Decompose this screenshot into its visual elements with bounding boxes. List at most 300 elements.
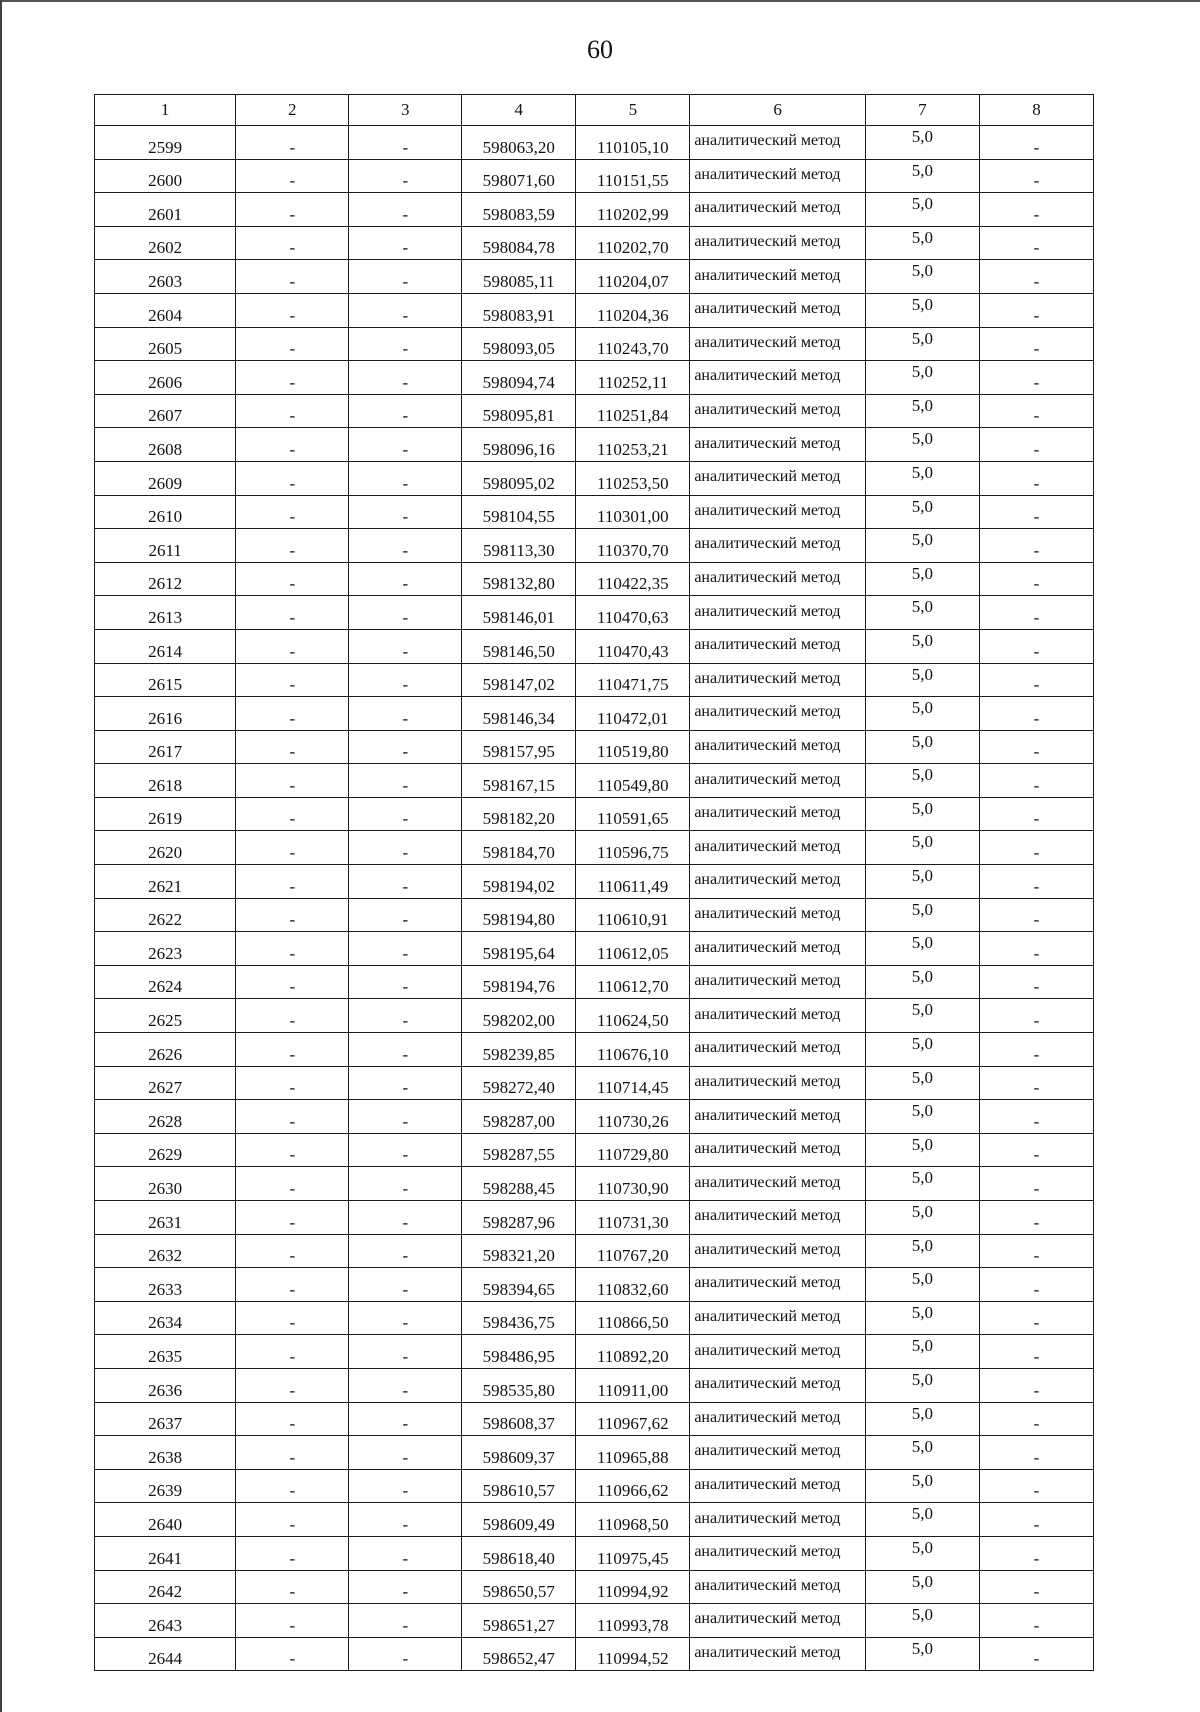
coord-y: 110301,00 xyxy=(576,495,690,529)
col8-value: - xyxy=(979,1536,1093,1570)
col8-value: - xyxy=(979,1301,1093,1335)
accuracy: 5,0 xyxy=(865,1234,979,1268)
coord-y: 110202,70 xyxy=(576,226,690,260)
point-number: 2622 xyxy=(95,898,236,932)
table-row xyxy=(95,159,1094,193)
col2-value: - xyxy=(236,1503,349,1537)
col3-value: - xyxy=(349,1503,462,1537)
coord-y: 110470,43 xyxy=(576,629,690,663)
column-header: 8 xyxy=(979,95,1093,126)
col2-value: - xyxy=(236,1368,349,1402)
accuracy: 5,0 xyxy=(865,495,979,529)
coord-x: 598095,02 xyxy=(462,461,576,495)
coord-x: 598184,70 xyxy=(462,831,576,865)
col2-value: - xyxy=(236,1402,349,1436)
table-row xyxy=(95,1436,1094,1470)
col3-value: - xyxy=(349,932,462,966)
coord-x: 598609,37 xyxy=(462,1436,576,1470)
point-number: 2635 xyxy=(95,1335,236,1369)
method: аналитический метод xyxy=(690,663,866,697)
col2-value: - xyxy=(236,1066,349,1100)
method: аналитический метод xyxy=(690,1503,866,1537)
col3-value: - xyxy=(349,596,462,630)
accuracy: 5,0 xyxy=(865,226,979,260)
col2-value: - xyxy=(236,730,349,764)
col3-value: - xyxy=(349,193,462,227)
method: аналитический метод xyxy=(690,495,866,529)
accuracy: 5,0 xyxy=(865,965,979,999)
accuracy: 5,0 xyxy=(865,697,979,731)
col3-value: - xyxy=(349,1167,462,1201)
coord-y: 110967,62 xyxy=(576,1402,690,1436)
method: аналитический метод xyxy=(690,1066,866,1100)
table-row xyxy=(95,1201,1094,1235)
col2-value: - xyxy=(236,327,349,361)
col8-value: - xyxy=(979,932,1093,966)
method: аналитический метод xyxy=(690,1268,866,1302)
coord-x: 598094,74 xyxy=(462,361,576,395)
col8-value: - xyxy=(979,1167,1093,1201)
coordinates-table xyxy=(94,94,1094,1671)
coord-x: 598194,02 xyxy=(462,865,576,899)
accuracy: 5,0 xyxy=(865,428,979,462)
coord-y: 110612,05 xyxy=(576,932,690,966)
coord-y: 110204,36 xyxy=(576,293,690,327)
method: аналитический метод xyxy=(690,394,866,428)
col8-value: - xyxy=(979,629,1093,663)
coord-y: 110612,70 xyxy=(576,965,690,999)
method: аналитический метод xyxy=(690,932,866,966)
col3-value: - xyxy=(349,1536,462,1570)
accuracy: 5,0 xyxy=(865,361,979,395)
coord-y: 110993,78 xyxy=(576,1604,690,1638)
accuracy: 5,0 xyxy=(865,1469,979,1503)
coord-x: 598063,20 xyxy=(462,126,576,160)
coord-y: 110975,45 xyxy=(576,1536,690,1570)
coord-y: 110252,11 xyxy=(576,361,690,395)
col2-value: - xyxy=(236,797,349,831)
point-number: 2612 xyxy=(95,562,236,596)
accuracy: 5,0 xyxy=(865,932,979,966)
col3-value: - xyxy=(349,629,462,663)
col8-value: - xyxy=(979,764,1093,798)
method: аналитический метод xyxy=(690,1604,866,1638)
method: аналитический метод xyxy=(690,126,866,160)
point-number: 2644 xyxy=(95,1637,236,1671)
table-row xyxy=(95,293,1094,327)
col8-value: - xyxy=(979,797,1093,831)
col3-value: - xyxy=(349,1570,462,1604)
col3-value: - xyxy=(349,394,462,428)
coord-y: 110204,07 xyxy=(576,260,690,294)
accuracy: 5,0 xyxy=(865,1604,979,1638)
table-row xyxy=(95,1335,1094,1369)
coord-x: 598132,80 xyxy=(462,562,576,596)
col8-value: - xyxy=(979,260,1093,294)
column-header: 2 xyxy=(236,95,349,126)
point-number: 2601 xyxy=(95,193,236,227)
col3-value: - xyxy=(349,529,462,563)
col8-value: - xyxy=(979,428,1093,462)
point-number: 2615 xyxy=(95,663,236,697)
table-row xyxy=(95,260,1094,294)
coord-y: 110676,10 xyxy=(576,1033,690,1067)
table-row xyxy=(95,831,1094,865)
point-number: 2631 xyxy=(95,1201,236,1235)
coord-x: 598182,20 xyxy=(462,797,576,831)
scan-border-left xyxy=(0,0,2,1712)
col8-value: - xyxy=(979,1402,1093,1436)
col3-value: - xyxy=(349,260,462,294)
accuracy: 5,0 xyxy=(865,293,979,327)
col8-value: - xyxy=(979,730,1093,764)
coord-y: 110966,62 xyxy=(576,1469,690,1503)
point-number: 2628 xyxy=(95,1100,236,1134)
coord-x: 598202,00 xyxy=(462,999,576,1033)
col3-value: - xyxy=(349,1402,462,1436)
coord-y: 110767,20 xyxy=(576,1234,690,1268)
accuracy: 5,0 xyxy=(865,1402,979,1436)
method: аналитический метод xyxy=(690,1402,866,1436)
col2-value: - xyxy=(236,1570,349,1604)
method: аналитический метод xyxy=(690,898,866,932)
col2-value: - xyxy=(236,999,349,1033)
col8-value: - xyxy=(979,1469,1093,1503)
table-body xyxy=(95,126,1094,1671)
coord-x: 598104,55 xyxy=(462,495,576,529)
col2-value: - xyxy=(236,461,349,495)
point-number: 2616 xyxy=(95,697,236,731)
table-row xyxy=(95,730,1094,764)
point-number: 2606 xyxy=(95,361,236,395)
method: аналитический метод xyxy=(690,1368,866,1402)
coord-y: 110730,26 xyxy=(576,1100,690,1134)
coord-x: 598083,91 xyxy=(462,293,576,327)
point-number: 2603 xyxy=(95,260,236,294)
accuracy: 5,0 xyxy=(865,327,979,361)
table-row xyxy=(95,495,1094,529)
accuracy: 5,0 xyxy=(865,562,979,596)
accuracy: 5,0 xyxy=(865,629,979,663)
table-row xyxy=(95,797,1094,831)
col2-value: - xyxy=(236,428,349,462)
coord-y: 110243,70 xyxy=(576,327,690,361)
accuracy: 5,0 xyxy=(865,1301,979,1335)
col2-value: - xyxy=(236,1301,349,1335)
col2-value: - xyxy=(236,1033,349,1067)
col3-value: - xyxy=(349,1100,462,1134)
coord-x: 598083,59 xyxy=(462,193,576,227)
method: аналитический метод xyxy=(690,1436,866,1470)
method: аналитический метод xyxy=(690,629,866,663)
accuracy: 5,0 xyxy=(865,159,979,193)
col3-value: - xyxy=(349,562,462,596)
point-number: 2626 xyxy=(95,1033,236,1067)
col3-value: - xyxy=(349,1234,462,1268)
col3-value: - xyxy=(349,1268,462,1302)
accuracy: 5,0 xyxy=(865,764,979,798)
coord-x: 598146,50 xyxy=(462,629,576,663)
coord-x: 598195,64 xyxy=(462,932,576,966)
coord-x: 598287,96 xyxy=(462,1201,576,1235)
method: аналитический метод xyxy=(690,428,866,462)
col3-value: - xyxy=(349,1133,462,1167)
table-row xyxy=(95,1402,1094,1436)
accuracy: 5,0 xyxy=(865,898,979,932)
col2-value: - xyxy=(236,1436,349,1470)
coord-y: 110151,55 xyxy=(576,159,690,193)
coord-y: 110472,01 xyxy=(576,697,690,731)
table-row xyxy=(95,1368,1094,1402)
column-header: 5 xyxy=(576,95,690,126)
accuracy: 5,0 xyxy=(865,797,979,831)
method: аналитический метод xyxy=(690,562,866,596)
method: аналитический метод xyxy=(690,730,866,764)
col2-value: - xyxy=(236,1100,349,1134)
col3-value: - xyxy=(349,327,462,361)
coord-x: 598147,02 xyxy=(462,663,576,697)
coord-y: 110892,20 xyxy=(576,1335,690,1369)
coord-y: 110549,80 xyxy=(576,764,690,798)
coord-x: 598194,76 xyxy=(462,965,576,999)
col8-value: - xyxy=(979,394,1093,428)
table-row xyxy=(95,562,1094,596)
accuracy: 5,0 xyxy=(865,1100,979,1134)
coord-x: 598272,40 xyxy=(462,1066,576,1100)
col2-value: - xyxy=(236,1604,349,1638)
method: аналитический метод xyxy=(690,529,866,563)
table-row xyxy=(95,629,1094,663)
table-row xyxy=(95,1570,1094,1604)
page-number: 60 xyxy=(587,35,613,64)
coord-x: 598093,05 xyxy=(462,327,576,361)
table-row xyxy=(95,1637,1094,1671)
coord-x: 598071,60 xyxy=(462,159,576,193)
col3-value: - xyxy=(349,764,462,798)
col2-value: - xyxy=(236,529,349,563)
col3-value: - xyxy=(349,226,462,260)
table-row xyxy=(95,1100,1094,1134)
table-row xyxy=(95,1167,1094,1201)
table-row xyxy=(95,1604,1094,1638)
point-number: 2642 xyxy=(95,1570,236,1604)
col3-value: - xyxy=(349,1637,462,1671)
accuracy: 5,0 xyxy=(865,1201,979,1235)
method: аналитический метод xyxy=(690,1201,866,1235)
table-row xyxy=(95,461,1094,495)
accuracy: 5,0 xyxy=(865,260,979,294)
coord-x: 598287,00 xyxy=(462,1100,576,1134)
point-number: 2618 xyxy=(95,764,236,798)
coord-x: 598095,81 xyxy=(462,394,576,428)
table-row xyxy=(95,764,1094,798)
col2-value: - xyxy=(236,764,349,798)
coord-x: 598650,57 xyxy=(462,1570,576,1604)
point-number: 2639 xyxy=(95,1469,236,1503)
col8-value: - xyxy=(979,193,1093,227)
col3-value: - xyxy=(349,293,462,327)
accuracy: 5,0 xyxy=(865,1133,979,1167)
coord-y: 110470,63 xyxy=(576,596,690,630)
col8-value: - xyxy=(979,697,1093,731)
col8-value: - xyxy=(979,461,1093,495)
coord-y: 110611,49 xyxy=(576,865,690,899)
method: аналитический метод xyxy=(690,1133,866,1167)
col2-value: - xyxy=(236,495,349,529)
coord-x: 598194,80 xyxy=(462,898,576,932)
col2-value: - xyxy=(236,361,349,395)
coord-y: 110202,99 xyxy=(576,193,690,227)
col8-value: - xyxy=(979,965,1093,999)
col3-value: - xyxy=(349,965,462,999)
point-number: 2604 xyxy=(95,293,236,327)
col8-value: - xyxy=(979,1234,1093,1268)
coord-y: 110994,92 xyxy=(576,1570,690,1604)
column-header: 6 xyxy=(690,95,866,126)
col3-value: - xyxy=(349,697,462,731)
accuracy: 5,0 xyxy=(865,1268,979,1302)
coord-y: 110729,80 xyxy=(576,1133,690,1167)
col2-value: - xyxy=(236,226,349,260)
point-number: 2600 xyxy=(95,159,236,193)
method: аналитический метод xyxy=(690,797,866,831)
col2-value: - xyxy=(236,562,349,596)
coord-x: 598394,65 xyxy=(462,1268,576,1302)
coord-y: 110730,90 xyxy=(576,1167,690,1201)
table-row xyxy=(95,697,1094,731)
table-row xyxy=(95,1066,1094,1100)
coord-y: 110253,50 xyxy=(576,461,690,495)
accuracy: 5,0 xyxy=(865,1436,979,1470)
col3-value: - xyxy=(349,159,462,193)
table-row xyxy=(95,394,1094,428)
col8-value: - xyxy=(979,1201,1093,1235)
table-row xyxy=(95,965,1094,999)
coord-y: 110610,91 xyxy=(576,898,690,932)
accuracy: 5,0 xyxy=(865,663,979,697)
method: аналитический метод xyxy=(690,1301,866,1335)
accuracy: 5,0 xyxy=(865,1368,979,1402)
point-number: 2630 xyxy=(95,1167,236,1201)
point-number: 2599 xyxy=(95,126,236,160)
col8-value: - xyxy=(979,1570,1093,1604)
col8-value: - xyxy=(979,327,1093,361)
col8-value: - xyxy=(979,898,1093,932)
point-number: 2624 xyxy=(95,965,236,999)
table-row xyxy=(95,1536,1094,1570)
coord-y: 110866,50 xyxy=(576,1301,690,1335)
coord-x: 598321,20 xyxy=(462,1234,576,1268)
col8-value: - xyxy=(979,999,1093,1033)
col3-value: - xyxy=(349,1066,462,1100)
table-row xyxy=(95,865,1094,899)
col3-value: - xyxy=(349,831,462,865)
accuracy: 5,0 xyxy=(865,193,979,227)
point-number: 2614 xyxy=(95,629,236,663)
method: аналитический метод xyxy=(690,697,866,731)
accuracy: 5,0 xyxy=(865,831,979,865)
col8-value: - xyxy=(979,1368,1093,1402)
coord-x: 598486,95 xyxy=(462,1335,576,1369)
col3-value: - xyxy=(349,663,462,697)
col3-value: - xyxy=(349,461,462,495)
method: аналитический метод xyxy=(690,1536,866,1570)
point-number: 2613 xyxy=(95,596,236,630)
coord-x: 598157,95 xyxy=(462,730,576,764)
col3-value: - xyxy=(349,495,462,529)
point-number: 2632 xyxy=(95,1234,236,1268)
coord-y: 110968,50 xyxy=(576,1503,690,1537)
point-number: 2605 xyxy=(95,327,236,361)
col2-value: - xyxy=(236,596,349,630)
accuracy: 5,0 xyxy=(865,1335,979,1369)
column-header: 7 xyxy=(865,95,979,126)
table-row xyxy=(95,596,1094,630)
method: аналитический метод xyxy=(690,1033,866,1067)
coord-y: 110596,75 xyxy=(576,831,690,865)
col2-value: - xyxy=(236,1637,349,1671)
column-header: 3 xyxy=(349,95,462,126)
col2-value: - xyxy=(236,1469,349,1503)
col8-value: - xyxy=(979,1133,1093,1167)
table-row xyxy=(95,327,1094,361)
col2-value: - xyxy=(236,260,349,294)
col3-value: - xyxy=(349,361,462,395)
col8-value: - xyxy=(979,1503,1093,1537)
col2-value: - xyxy=(236,898,349,932)
table-row xyxy=(95,1469,1094,1503)
coord-y: 110965,88 xyxy=(576,1436,690,1470)
point-number: 2641 xyxy=(95,1536,236,1570)
coord-x: 598239,85 xyxy=(462,1033,576,1067)
method: аналитический метод xyxy=(690,596,866,630)
point-number: 2607 xyxy=(95,394,236,428)
col3-value: - xyxy=(349,730,462,764)
point-number: 2617 xyxy=(95,730,236,764)
method: аналитический метод xyxy=(690,1570,866,1604)
method: аналитический метод xyxy=(690,1335,866,1369)
point-number: 2609 xyxy=(95,461,236,495)
column-header: 1 xyxy=(95,95,236,126)
point-number: 2627 xyxy=(95,1066,236,1100)
col3-value: - xyxy=(349,999,462,1033)
col8-value: - xyxy=(979,1335,1093,1369)
col3-value: - xyxy=(349,1033,462,1067)
col2-value: - xyxy=(236,1536,349,1570)
accuracy: 5,0 xyxy=(865,596,979,630)
coord-y: 110422,35 xyxy=(576,562,690,596)
point-number: 2636 xyxy=(95,1368,236,1402)
coord-y: 110591,65 xyxy=(576,797,690,831)
coord-x: 598146,34 xyxy=(462,697,576,731)
accuracy: 5,0 xyxy=(865,529,979,563)
col2-value: - xyxy=(236,126,349,160)
col3-value: - xyxy=(349,1604,462,1638)
accuracy: 5,0 xyxy=(865,1167,979,1201)
method: аналитический метод xyxy=(690,965,866,999)
coord-y: 110624,50 xyxy=(576,999,690,1033)
col8-value: - xyxy=(979,1436,1093,1470)
coord-y: 110251,84 xyxy=(576,394,690,428)
col3-value: - xyxy=(349,428,462,462)
coord-x: 598618,40 xyxy=(462,1536,576,1570)
accuracy: 5,0 xyxy=(865,1536,979,1570)
coord-y: 110731,30 xyxy=(576,1201,690,1235)
col8-value: - xyxy=(979,529,1093,563)
coord-x: 598608,37 xyxy=(462,1402,576,1436)
col8-value: - xyxy=(979,865,1093,899)
table-row xyxy=(95,663,1094,697)
